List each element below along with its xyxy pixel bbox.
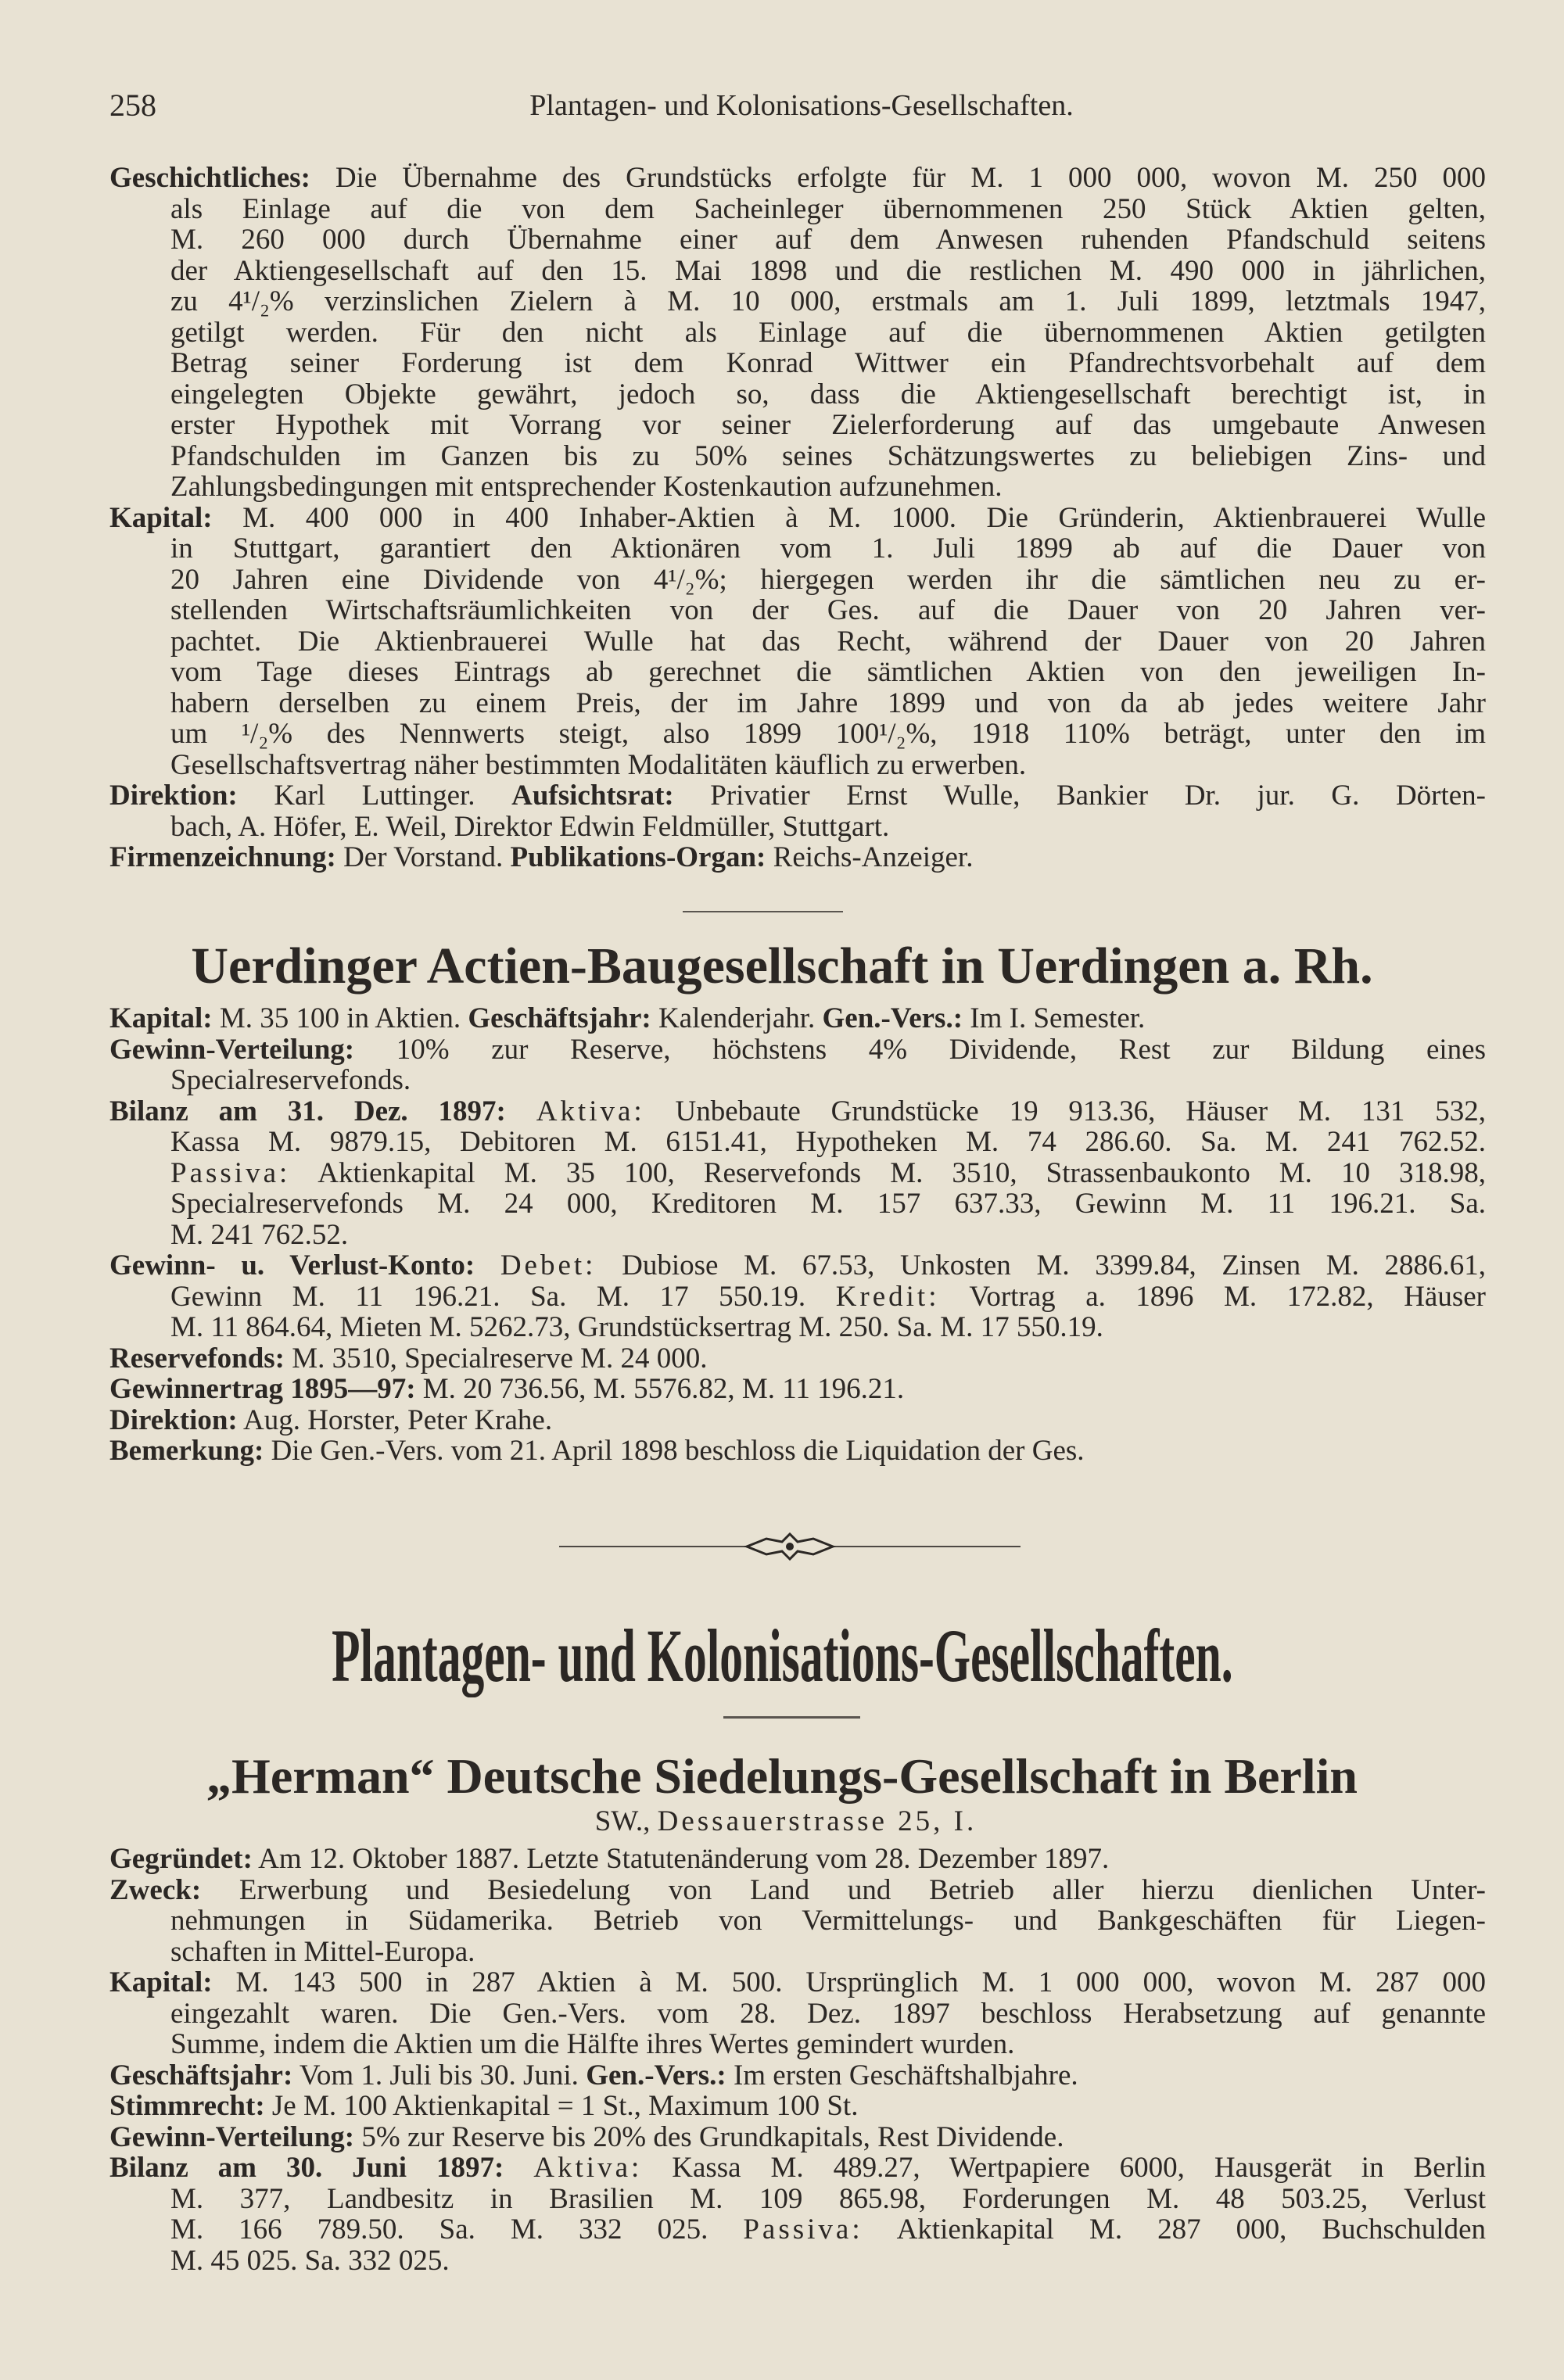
entry: [109, 2122, 1486, 2153]
section-heading-text: Plantagen- und Kolonisations-Gesellschaften.: [331, 1614, 1233, 1697]
entry-block-uerdingen: [109, 1003, 1486, 1467]
text-line: [109, 2091, 1486, 2122]
body-text: Aktienkapital M. 35 100, Reservefonds M. 3510, Strassenbaukonto M. 10 318.98,: [290, 1156, 1486, 1189]
body-text: Dubiose M. 67.53, Unkosten M. 3399.84, Zinsen M. 2886.61,: [596, 1249, 1486, 1281]
text-line: [109, 1937, 1486, 1968]
company-title-uerdingen: Uerdinger Actien-Baugesellschaft in Uerdingen a. Rh.: [191, 937, 1373, 995]
body-text: der Aktiengesellschaft auf den 15. Mai 1898 und die restlichen M. 490 000 in jährlichen,: [170, 254, 1486, 287]
entry: [109, 1003, 1486, 1034]
body-text: M. 241 762.52.: [170, 1218, 349, 1251]
body-text: M. 45 025. Sa. 332 025.: [170, 2244, 450, 2277]
text-line: [109, 2060, 1486, 2091]
body-text: M. 11 864.64, Mieten M. 5262.73, Grundstücksertrag M. 250. Sa. M. 17 550.19.: [170, 1311, 1103, 1343]
body-text: Karl Luttinger.: [237, 780, 512, 812]
ornament-divider: [555, 1531, 1024, 1562]
field-label: Gewinn-Verteilung:: [109, 1033, 355, 1066]
body-text: M. 260 000 durch Übernahme einer auf dem Anwesen ruhenden Pfandschuld seitens: [170, 224, 1486, 256]
body-text: M. 20 736.56, M. 5576.82, M. 11 196.21.: [415, 1373, 905, 1405]
field-label: Gewinn-Verteilung:: [109, 2120, 355, 2153]
field-label: Geschäftsjahr:: [109, 2059, 293, 2091]
text-line: [109, 657, 1486, 688]
field-label: Gewinn- u. Verlust-Konto:: [109, 1249, 475, 1281]
entry: [109, 1405, 1486, 1436]
company-title-herman: „Herman“ Deutsche Siedelungs-Gesellschaft in Berlin: [206, 1748, 1358, 1804]
body-text: habern derselben zu einem Preis, der im Jahre 1899 und von da ab jedes weitere Jahr: [170, 686, 1486, 719]
body-text: M. 35 100 in Aktien.: [212, 1002, 468, 1034]
body-text: nehmungen in Südamerika. Betrieb von Vermittelungs- und Bankgeschäften für Liegen-: [170, 1905, 1486, 1937]
text-line: [109, 2246, 1486, 2277]
body-text: Specialreservefonds M. 24 000, Kreditoren M. 157 637.33, Gewinn M. 11 196.21. Sa.: [170, 1188, 1486, 1220]
field-label: Aufsichtsrat:: [511, 780, 674, 812]
body-text: 10% zur Reserve, höchstens 4% Dividende, Rest zur Bildung eines: [354, 1033, 1486, 1066]
running-title: Plantagen- und Kolonisations-Gesellschaften.: [529, 89, 1074, 122]
body-text: 5% zur Reserve bis 20% des Grundkapitals, Rest Dividende.: [354, 2120, 1064, 2153]
body-text: Vortrag a. 1896 M. 172.82, Häuser: [939, 1280, 1487, 1313]
field-label: Kapital:: [109, 501, 213, 534]
entry: [109, 1844, 1486, 1875]
text-line: [109, 1096, 1486, 1127]
entry: [109, 1096, 1486, 1251]
text-line: [109, 2122, 1486, 2153]
text-line: [109, 1967, 1486, 1998]
body-text: Die Gen.-Vers. vom 21. April 1898 beschloss die Liquidation der Ges.: [264, 1435, 1085, 1467]
body-text: M. 3510, Specialreserve M. 24 000.: [285, 1342, 708, 1375]
body-text: Aug. Horster, Peter Krahe.: [237, 1403, 553, 1436]
text-line: [109, 1158, 1486, 1189]
field-label: Gewinnertrag 1895—97:: [109, 1373, 416, 1405]
body-text: um ¹/₂% des Nennwerts steigt, also 1899 100¹/₂%, 1918 110% beträgt, unter den im: [170, 718, 1486, 750]
body-text: schaften in Mittel-Europa.: [170, 1935, 475, 1968]
text-line: [109, 750, 1486, 781]
body-text: Erwerbung und Besiedelung von Land und Betrieb aller hierzu dienlichen Unter-: [201, 1873, 1486, 1906]
text-line: [109, 286, 1486, 317]
entry: [109, 1250, 1486, 1343]
entry: [109, 1374, 1486, 1405]
text-line: [109, 2184, 1486, 2215]
text-line: [109, 1374, 1486, 1405]
body-text: Kassa M. 489.27, Wertpapiere 6000, Hausgerät in Berlin: [642, 2152, 1487, 2184]
text-line: [109, 224, 1486, 256]
text-line: [109, 719, 1486, 750]
text-line: [109, 1003, 1486, 1034]
body-text: Summe, indem die Aktien um die Hälfte ihres Wertes gemindert wurden.: [170, 2028, 1015, 2060]
body-text: [475, 1249, 500, 1281]
body-text: eingelegten Objekte gewährt, jedoch so, dass die Aktiengesellschaft berechtigt ist, in: [170, 378, 1486, 410]
text-line: [109, 1844, 1486, 1875]
field-label: Bilanz am 31. Dez. 1897:: [109, 1095, 506, 1127]
body-text: Kassa M. 9879.15, Debitoren M. 6151.41, Hypotheken M. 74 286.60. Sa. M. 241 762.52.: [170, 1126, 1486, 1158]
body-text: Betrag seiner Forderung ist dem Konrad Wittwer ein Pfandrechtsvorbehalt auf dem: [170, 347, 1486, 379]
entry: [109, 2152, 1486, 2276]
text-line: [109, 1312, 1486, 1343]
entry: [109, 163, 1486, 503]
spaced-label: Aktiva:: [536, 1095, 645, 1127]
text-line: [109, 441, 1486, 472]
spaced-label: Passiva:: [170, 1156, 291, 1189]
body-text: Reichs-Anzeiger.: [766, 841, 974, 873]
field-label: Bilanz am 30. Juni 1897:: [109, 2152, 504, 2184]
text-line: [109, 503, 1486, 534]
body-text: Pfandschulden im Ganzen bis zu 50% seines Schätzungswertes zu beliebigen Zins- und: [170, 439, 1486, 472]
field-label: Gen.-Vers.:: [586, 2059, 726, 2091]
text-line: [109, 1875, 1486, 1906]
field-label: Geschäftsjahr:: [468, 1002, 651, 1034]
body-text: Gewinn M. 11 196.21. Sa. M. 17 550.19.: [170, 1280, 836, 1313]
body-text: Am 12. Oktober 1887. Letzte Statutenänderung vom 28. Dezember 1897.: [252, 1843, 1110, 1875]
spaced-label: Kredit:: [835, 1280, 940, 1313]
text-line: [109, 1905, 1486, 1937]
text-line: [109, 1250, 1486, 1281]
text-line: [109, 1405, 1486, 1436]
body-text: [506, 1095, 536, 1127]
text-line: [109, 626, 1486, 658]
text-line: [109, 688, 1486, 719]
field-label: Firmenzeichnung:: [109, 841, 336, 873]
text-line: [109, 1220, 1486, 1251]
body-text: Im I. Semester.: [963, 1002, 1146, 1034]
field-label: Reservefonds:: [109, 1342, 285, 1375]
address-street: Dessauerstrasse 25, I.: [657, 1805, 978, 1837]
text-line: [109, 842, 1486, 873]
body-text: vom Tage dieses Eintrags ab gerechnet die sämtlichen Aktien von den jeweiligen In-: [170, 656, 1486, 688]
body-text: Vom 1. Juli bis 30. Juni.: [292, 2059, 586, 2091]
divider-rule: [683, 911, 843, 912]
body-text: M. 143 500 in 287 Aktien à M. 500. Ursprünglich M. 1 000 000, wovon M. 287 000: [212, 1966, 1486, 1998]
field-label: Geschichtliches:: [109, 162, 310, 194]
entry: [109, 842, 1486, 873]
body-text: erster Hypothek mit Vorrang vor seiner Zielerforderung auf das umgebaute Anwesen: [170, 409, 1486, 441]
text-line: [109, 2214, 1486, 2246]
body-text: M. 166 789.50. Sa. M. 332 025.: [170, 2213, 744, 2246]
text-line: [109, 348, 1486, 379]
body-text: 20 Jahren eine Dividende von 4¹/₂%; hiergegen werden ihr die sämtlichen neu zu er-: [170, 563, 1486, 596]
body-text: Im ersten Geschäftshalbjahre.: [726, 2059, 1078, 2091]
entry: [109, 1034, 1486, 1096]
entry: [109, 2060, 1486, 2091]
spaced-label: Passiva:: [743, 2213, 863, 2246]
body-text: Der Vorstand.: [335, 841, 511, 873]
body-text: pachtet. Die Aktienbrauerei Wulle hat das Recht, während der Dauer von 20 Jahren: [170, 625, 1486, 658]
body-text: getilgt werden. Für den nicht als Einlage auf die übernommenen Aktien getilgten: [170, 316, 1486, 349]
entry: [109, 780, 1486, 842]
text-line: [109, 595, 1486, 626]
body-text: Unbebaute Grundstücke 19 913.36, Häuser M. 131 532,: [644, 1095, 1486, 1127]
entry: [109, 1436, 1486, 1467]
address-prefix: SW.,: [594, 1805, 658, 1837]
body-text: Kalenderjahr.: [651, 1002, 823, 1034]
body-text: [504, 2152, 533, 2184]
text-line: [109, 1188, 1486, 1220]
field-label: Kapital:: [109, 1002, 213, 1034]
text-line: [109, 163, 1486, 194]
text-line: [109, 1343, 1486, 1375]
text-line: [109, 780, 1486, 812]
section-heading: [0, 1615, 1564, 1697]
text-line: [109, 471, 1486, 503]
field-label: Bemerkung:: [109, 1435, 264, 1467]
body-text: bach, A. Höfer, E. Weil, Direktor Edwin Feldmüller, Stuttgart.: [170, 810, 890, 843]
body-text: Privatier Ernst Wulle, Bankier Dr. jur. G. Dörten-: [673, 780, 1487, 812]
body-text: M. 377, Landbesitz in Brasilien M. 109 865.98, Forderungen M. 48 503.25, Verlust: [170, 2182, 1486, 2215]
text-line: [109, 194, 1486, 225]
text-line: [109, 1034, 1486, 1066]
text-line: [109, 533, 1486, 565]
text-line: [109, 1281, 1486, 1313]
text-line: [109, 1436, 1486, 1467]
text-line: [109, 410, 1486, 441]
body-text: stellenden Wirtschaftsräumlichkeiten von der Ges. auf die Dauer von 20 Jahren ver-: [170, 594, 1486, 626]
divider-rule: [723, 1716, 860, 1719]
body-text: Zahlungsbedingungen mit entsprechender Kostenkaution aufzunehmen.: [170, 471, 1003, 503]
entry: [109, 503, 1486, 781]
body-text: Die Übernahme des Grundstücks erfolgte für M. 1 000 000, wovon M. 250 000: [310, 162, 1486, 194]
text-line: [109, 2029, 1486, 2060]
field-label: Stimmrecht:: [109, 2090, 265, 2122]
text-line: [109, 379, 1486, 410]
body-text: als Einlage auf die von dem Sacheinleger übernommenen 250 Stück Aktien gelten,: [170, 192, 1486, 225]
spaced-label: Aktiva:: [533, 2152, 643, 2184]
entry: [109, 1967, 1486, 2060]
body-text: in Stuttgart, garantiert den Aktionären vom 1. Juli 1899 ab auf die Dauer von: [170, 532, 1486, 565]
text-line: [109, 1065, 1486, 1096]
field-label: Direktion:: [109, 780, 238, 812]
text-line: [109, 256, 1486, 287]
entry: [109, 2091, 1486, 2122]
entry-block-herman: [109, 1844, 1486, 2276]
field-label: Kapital:: [109, 1966, 213, 1998]
company-address: [0, 1806, 1564, 1837]
field-label: Gen.-Vers.:: [822, 1002, 963, 1034]
page-number: 258: [109, 88, 156, 123]
body-text: Je M. 100 Aktienkapital = 1 St., Maximum 100 St.: [264, 2090, 859, 2122]
text-line: [109, 1127, 1486, 1158]
spaced-label: Debet:: [500, 1249, 597, 1281]
body-text: M. 400 000 in 400 Inhaber-Aktien à M. 1000. Die Gründerin, Aktienbrauerei Wulle: [212, 501, 1486, 534]
body-text: eingezahlt waren. Die Gen.-Vers. vom 28. Dez. 1897 beschloss Herabsetzung auf genannte: [170, 1997, 1486, 2030]
field-label: Zweck:: [109, 1873, 202, 1906]
entry-block-geschichtliches: [109, 163, 1486, 873]
text-line: [109, 2152, 1486, 2184]
text-line: [109, 317, 1486, 349]
body-text: Specialreservefonds.: [170, 1064, 411, 1096]
field-label: Publikations-Organ:: [510, 841, 766, 873]
entry: [109, 1875, 1486, 1968]
body-text: Aktienkapital M. 287 000, Buchschulden: [863, 2213, 1486, 2246]
entry: [109, 1343, 1486, 1375]
body-text: Gesellschaftsvertrag näher bestimmten Modalitäten käuflich zu erwerben.: [170, 748, 1027, 781]
body-text: zu 4¹/₂% verzinslichen Zielern à M. 10 000, erstmals am 1. Juli 1899, letztmals 1947,: [170, 285, 1486, 317]
text-line: [109, 812, 1486, 843]
text-line: [109, 1998, 1486, 2030]
field-label: Direktion:: [109, 1403, 238, 1436]
text-line: [109, 565, 1486, 596]
field-label: Gegründet:: [109, 1843, 253, 1875]
